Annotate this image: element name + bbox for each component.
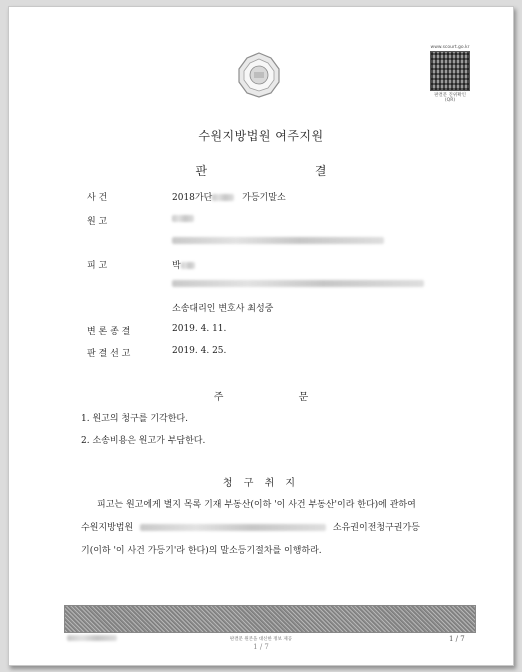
order-item-2: 2. 소송비용은 원고가 부담한다. (81, 436, 206, 446)
redacted-defendant-address (172, 280, 424, 287)
closing-label: 변 론 종 결 (87, 327, 131, 337)
plaintiff-value (172, 214, 194, 224)
claim-line-2 (81, 520, 420, 533)
attorney: 소송대리인 변호사 최성중 (172, 304, 274, 314)
case-type: 가등기말소 (242, 193, 286, 203)
redacted-plaintiff-name (172, 215, 194, 222)
claim-right-type: 소유권이전청구권가등 (332, 523, 420, 533)
case-value (172, 190, 286, 203)
plaintiff-label: 원 고 (87, 217, 108, 227)
closing-date: 2019. 4. 11. (172, 324, 227, 334)
footer-security-pattern (64, 605, 476, 633)
claim-line-1: 피고는 원고에게 별지 목록 기재 부동산(이하 '이 사건 부동산'이라 한다)에 관하여 (97, 500, 416, 510)
claim-heading: 청 구 취 지 (222, 478, 300, 489)
sentence-label: 판 결 선 고 (87, 349, 131, 359)
defendant-name-prefix: 박 (172, 261, 181, 271)
qr-url: www.scourt.go.kr (430, 45, 470, 50)
claim-line-3: 기(이하 '이 사건 가등기'라 한다)의 말소등기절차를 이행하라. (81, 546, 322, 556)
footer-page-right: 1 / 7 (449, 635, 465, 643)
qr-code-icon (430, 51, 470, 91)
court-name: 수원지방법원 여주지원 (198, 129, 324, 143)
defendant-label: 피 고 (87, 261, 108, 271)
order-heading: 주 문 (213, 392, 345, 403)
case-number-prefix: 2018가단 (172, 193, 213, 203)
redacted-registration (140, 524, 326, 531)
sentence-date: 2019. 4. 25. (172, 346, 227, 356)
defendant-address (172, 279, 424, 289)
qr-caption: 판결문 진위확인(QR) (434, 93, 466, 103)
qr-block (429, 45, 471, 103)
footer-page-number: 1 / 7 (253, 643, 269, 651)
document-page (8, 6, 514, 666)
redacted-case-number (212, 194, 234, 201)
redacted-plaintiff-address (172, 237, 384, 244)
defendant-value (172, 258, 195, 271)
case-label: 사 건 (87, 193, 108, 203)
footer-note: 판결문 원본을 대신한 정보 제공 (229, 637, 293, 642)
order-item-1: 1. 원고의 청구를 기각한다. (81, 414, 188, 424)
court-emblem-icon (235, 51, 283, 99)
redacted-defendant-name (181, 262, 195, 269)
plaintiff-address (172, 236, 384, 246)
document-title: 판 결 (195, 164, 379, 178)
claim-court: 수원지방법원 (81, 523, 134, 533)
